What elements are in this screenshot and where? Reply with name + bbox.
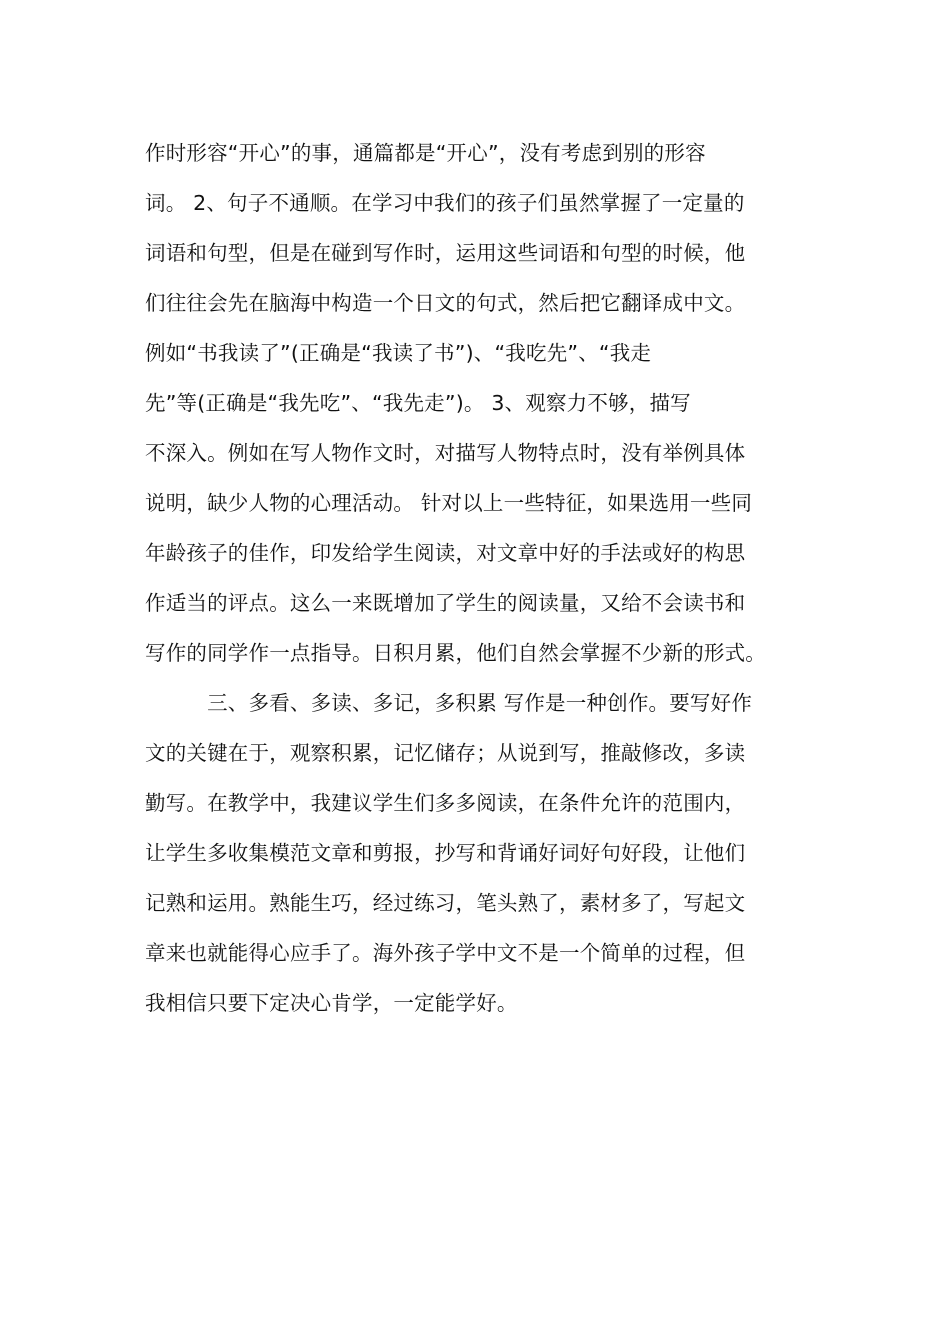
text-line: 文的关键在于，观察积累，记忆储存；从说到写，推敲修改，多读 (145, 741, 746, 765)
text-line: 们往往会先在脑海中构造一个日文的句式，然后把它翻译成中文。 (145, 291, 746, 315)
text-line: 写作的同学作一点指导。日积月累，他们自然会掌握不少新的形式。 (145, 641, 766, 665)
text-line: 作适当的评点。这么一来既增加了学生的阅读量，又给不会读书和 (145, 591, 746, 615)
text-line: 先”等(正确是“我先吃”、“我先走”)。 3、观察力不够，描写 (145, 391, 691, 415)
text-line: 我相信只要下定决心肯学，一定能学好。 (145, 991, 518, 1015)
text-line: 勤写。在教学中，我建议学生们多多阅读，在条件允许的范围内， (145, 791, 746, 815)
text-line: 不深入。例如在写人物作文时，对描写人物特点时，没有举例具体 (145, 441, 746, 465)
text-line: 例如“书我读了”(正确是“我读了书”)、“我吃先”、“我走 (145, 341, 652, 365)
text-line: 说明，缺少人物的心理活动。 针对以上一些特征，如果选用一些同 (145, 491, 753, 515)
text-line: 记熟和运用。熟能生巧，经过练习，笔头熟了，素材多了，写起文 (145, 891, 746, 915)
section-heading-line: 三、多看、多读、多记，多积累 写作是一种创作。要写好作 (145, 691, 753, 715)
text-line: 章来也就能得心应手了。海外孩子学中文不是一个简单的过程，但 (145, 941, 746, 965)
text-line: 词。 2、句子不通顺。在学习中我们的孩子们虽然掌握了一定量的 (145, 191, 745, 215)
text-line: 词语和句型，但是在碰到写作时，运用这些词语和句型的时候，他 (145, 241, 746, 265)
text-line: 让学生多收集模范文章和剪报，抄写和背诵好词好句好段，让他们 (145, 841, 746, 865)
text-line: 年龄孩子的佳作，印发给学生阅读，对文章中好的手法或好的构思 (145, 541, 746, 565)
body-text (145, 128, 825, 1028)
text-line: 作时形容“开心”的事，通篇都是“开心”，没有考虑到别的形容 (145, 141, 706, 165)
